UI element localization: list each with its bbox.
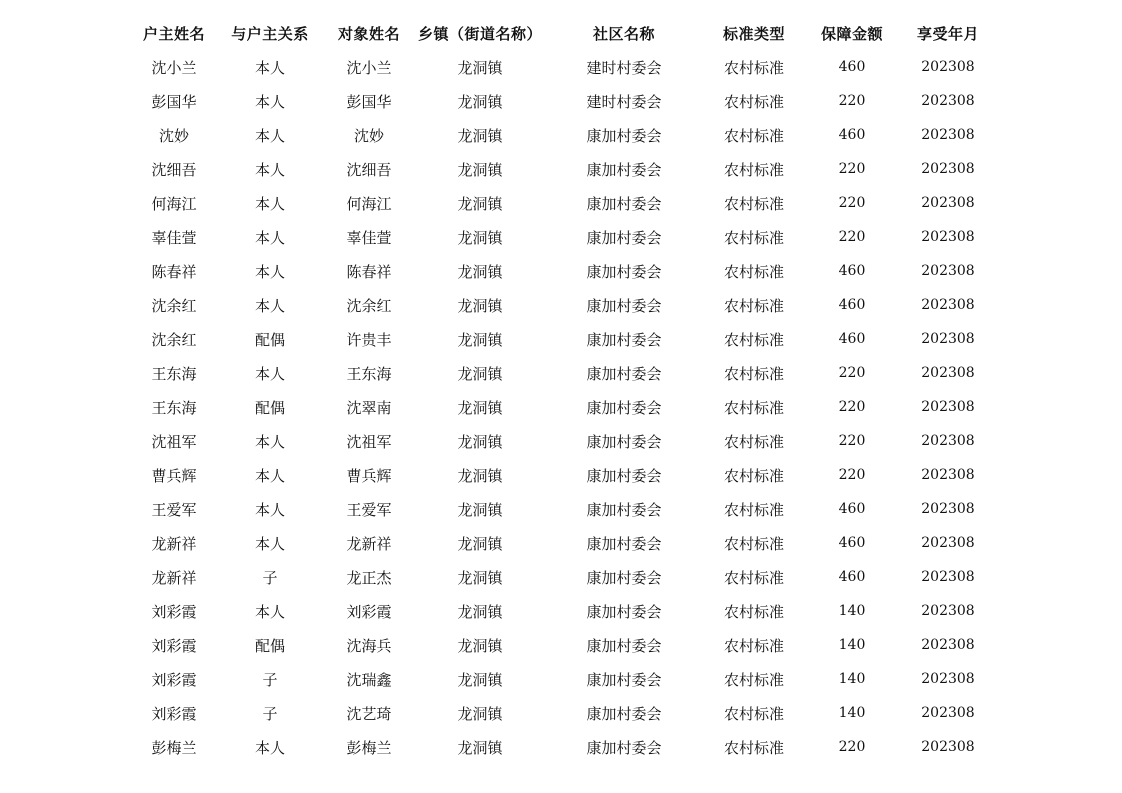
cell-recipient-name: 沈艺琦 xyxy=(346,704,392,723)
cell-household-head-name: 王东海 xyxy=(151,364,197,383)
cell-benefit-amount: 140 xyxy=(838,603,866,619)
table-row xyxy=(130,730,996,764)
cell-standard-type: 农村标准 xyxy=(723,568,784,587)
cell-benefit-month: 202308 xyxy=(921,59,975,75)
cell-relation-to-head: 本人 xyxy=(254,602,285,621)
column-header-community-name: 社区名称 xyxy=(592,25,655,43)
cell-benefit-amount: 460 xyxy=(838,59,866,75)
cell-community-name: 康加村委会 xyxy=(586,534,662,553)
cell-household-head-name: 沈细吾 xyxy=(151,160,197,179)
cell-benefit-amount: 140 xyxy=(838,637,866,653)
table-row xyxy=(130,628,996,662)
cell-township: 龙洞镇 xyxy=(457,670,503,689)
cell-benefit-month: 202308 xyxy=(921,263,975,279)
cell-benefit-amount: 220 xyxy=(838,365,866,381)
table-row xyxy=(130,356,996,390)
cell-recipient-name: 辜佳萱 xyxy=(346,228,392,247)
cell-relation-to-head: 配偶 xyxy=(254,330,285,349)
table-row xyxy=(130,186,996,220)
cell-household-head-name: 刘彩霞 xyxy=(151,670,197,689)
cell-benefit-amount: 220 xyxy=(838,433,866,449)
cell-standard-type: 农村标准 xyxy=(723,160,784,179)
cell-benefit-amount: 460 xyxy=(838,127,866,143)
table-row xyxy=(130,560,996,594)
cell-township: 龙洞镇 xyxy=(457,500,503,519)
cell-benefit-amount: 140 xyxy=(838,671,866,687)
cell-standard-type: 农村标准 xyxy=(723,738,784,757)
cell-household-head-name: 刘彩霞 xyxy=(151,602,197,621)
cell-household-head-name: 王东海 xyxy=(151,398,197,417)
cell-household-head-name: 曹兵辉 xyxy=(151,466,197,485)
cell-benefit-amount: 220 xyxy=(838,739,866,755)
cell-community-name: 康加村委会 xyxy=(586,296,662,315)
cell-township: 龙洞镇 xyxy=(457,228,503,247)
cell-relation-to-head: 本人 xyxy=(254,296,285,315)
cell-standard-type: 农村标准 xyxy=(723,364,784,383)
cell-recipient-name: 彭梅兰 xyxy=(346,738,392,757)
table-row xyxy=(130,458,996,492)
cell-household-head-name: 陈春祥 xyxy=(151,262,197,281)
cell-recipient-name: 沈祖军 xyxy=(346,432,392,451)
cell-benefit-month: 202308 xyxy=(921,365,975,381)
column-header-recipient-name: 对象姓名 xyxy=(337,25,400,43)
cell-relation-to-head: 本人 xyxy=(254,228,285,247)
table-row xyxy=(130,50,996,84)
column-header-household-head-name: 户主姓名 xyxy=(142,25,205,43)
cell-standard-type: 农村标准 xyxy=(723,466,784,485)
cell-benefit-month: 202308 xyxy=(921,467,975,483)
cell-standard-type: 农村标准 xyxy=(723,58,784,77)
cell-standard-type: 农村标准 xyxy=(723,228,784,247)
cell-standard-type: 农村标准 xyxy=(723,602,784,621)
cell-benefit-amount: 220 xyxy=(838,399,866,415)
cell-household-head-name: 沈余红 xyxy=(151,296,197,315)
cell-township: 龙洞镇 xyxy=(457,58,503,77)
cell-benefit-month: 202308 xyxy=(921,433,975,449)
column-header-benefit-amount: 保障金额 xyxy=(820,25,883,43)
cell-community-name: 康加村委会 xyxy=(586,398,662,417)
cell-community-name: 康加村委会 xyxy=(586,432,662,451)
table-row xyxy=(130,662,996,696)
column-header-standard-type: 标准类型 xyxy=(722,25,785,43)
cell-community-name: 康加村委会 xyxy=(586,126,662,145)
cell-township: 龙洞镇 xyxy=(457,364,503,383)
cell-relation-to-head: 本人 xyxy=(254,58,285,77)
table-body xyxy=(130,50,996,764)
cell-benefit-month: 202308 xyxy=(921,671,975,687)
cell-standard-type: 农村标准 xyxy=(723,704,784,723)
cell-relation-to-head: 本人 xyxy=(254,160,285,179)
cell-recipient-name: 彭国华 xyxy=(346,92,392,111)
cell-benefit-month: 202308 xyxy=(921,569,975,585)
cell-community-name: 康加村委会 xyxy=(586,160,662,179)
cell-household-head-name: 何海江 xyxy=(151,194,197,213)
cell-relation-to-head: 本人 xyxy=(254,432,285,451)
cell-relation-to-head: 本人 xyxy=(254,364,285,383)
cell-benefit-month: 202308 xyxy=(921,229,975,245)
cell-relation-to-head: 本人 xyxy=(254,466,285,485)
cell-recipient-name: 刘彩霞 xyxy=(346,602,392,621)
cell-recipient-name: 许贵丰 xyxy=(346,330,392,349)
cell-township: 龙洞镇 xyxy=(457,398,503,417)
cell-standard-type: 农村标准 xyxy=(723,126,784,145)
cell-township: 龙洞镇 xyxy=(457,568,503,587)
table-row xyxy=(130,84,996,118)
cell-community-name: 康加村委会 xyxy=(586,738,662,757)
cell-relation-to-head: 子 xyxy=(262,704,278,723)
cell-township: 龙洞镇 xyxy=(457,194,503,213)
cell-standard-type: 农村标准 xyxy=(723,398,784,417)
cell-household-head-name: 刘彩霞 xyxy=(151,636,197,655)
cell-household-head-name: 沈小兰 xyxy=(151,58,197,77)
cell-relation-to-head: 配偶 xyxy=(254,636,285,655)
cell-community-name: 康加村委会 xyxy=(586,364,662,383)
cell-township: 龙洞镇 xyxy=(457,262,503,281)
cell-household-head-name: 辜佳萱 xyxy=(151,228,197,247)
cell-community-name: 康加村委会 xyxy=(586,330,662,349)
cell-benefit-amount: 220 xyxy=(838,229,866,245)
cell-household-head-name: 王爱军 xyxy=(151,500,197,519)
cell-benefit-month: 202308 xyxy=(921,195,975,211)
cell-recipient-name: 沈细吾 xyxy=(346,160,392,179)
cell-household-head-name: 刘彩霞 xyxy=(151,704,197,723)
cell-township: 龙洞镇 xyxy=(457,160,503,179)
cell-benefit-month: 202308 xyxy=(921,93,975,109)
cell-recipient-name: 龙正杰 xyxy=(346,568,392,587)
cell-community-name: 康加村委会 xyxy=(586,670,662,689)
cell-recipient-name: 龙新祥 xyxy=(346,534,392,553)
cell-township: 龙洞镇 xyxy=(457,126,503,145)
cell-benefit-amount: 220 xyxy=(838,195,866,211)
cell-relation-to-head: 本人 xyxy=(254,92,285,111)
cell-benefit-month: 202308 xyxy=(921,331,975,347)
cell-township: 龙洞镇 xyxy=(457,432,503,451)
cell-household-head-name: 沈祖军 xyxy=(151,432,197,451)
cell-township: 龙洞镇 xyxy=(457,466,503,485)
table-row xyxy=(130,424,996,458)
cell-township: 龙洞镇 xyxy=(457,534,503,553)
header-row xyxy=(130,17,996,50)
cell-relation-to-head: 子 xyxy=(262,568,278,587)
cell-recipient-name: 沈瑞鑫 xyxy=(346,670,392,689)
cell-relation-to-head: 子 xyxy=(262,670,278,689)
cell-recipient-name: 何海江 xyxy=(346,194,392,213)
cell-household-head-name: 沈妙 xyxy=(158,126,189,145)
cell-benefit-amount: 220 xyxy=(838,93,866,109)
cell-benefit-month: 202308 xyxy=(921,127,975,143)
cell-community-name: 建时村委会 xyxy=(586,58,662,77)
cell-benefit-amount: 460 xyxy=(838,569,866,585)
cell-township: 龙洞镇 xyxy=(457,296,503,315)
cell-community-name: 康加村委会 xyxy=(586,466,662,485)
cell-standard-type: 农村标准 xyxy=(723,500,784,519)
cell-community-name: 康加村委会 xyxy=(586,194,662,213)
cell-benefit-amount: 460 xyxy=(838,297,866,313)
cell-township: 龙洞镇 xyxy=(457,704,503,723)
cell-benefit-month: 202308 xyxy=(921,739,975,755)
cell-benefit-month: 202308 xyxy=(921,297,975,313)
table-row xyxy=(130,594,996,628)
cell-township: 龙洞镇 xyxy=(457,330,503,349)
table-row xyxy=(130,254,996,288)
column-header-benefit-month: 享受年月 xyxy=(916,25,979,43)
cell-community-name: 康加村委会 xyxy=(586,262,662,281)
cell-standard-type: 农村标准 xyxy=(723,92,784,111)
cell-benefit-amount: 140 xyxy=(838,705,866,721)
cell-relation-to-head: 本人 xyxy=(254,194,285,213)
table-row xyxy=(130,288,996,322)
cell-benefit-amount: 460 xyxy=(838,535,866,551)
cell-community-name: 康加村委会 xyxy=(586,228,662,247)
cell-benefit-month: 202308 xyxy=(921,399,975,415)
cell-household-head-name: 彭国华 xyxy=(151,92,197,111)
cell-standard-type: 农村标准 xyxy=(723,262,784,281)
cell-relation-to-head: 配偶 xyxy=(254,398,285,417)
table-row xyxy=(130,390,996,424)
cell-standard-type: 农村标准 xyxy=(723,432,784,451)
cell-recipient-name: 沈海兵 xyxy=(346,636,392,655)
cell-benefit-month: 202308 xyxy=(921,535,975,551)
cell-benefit-amount: 460 xyxy=(838,331,866,347)
cell-household-head-name: 沈余红 xyxy=(151,330,197,349)
cell-community-name: 建时村委会 xyxy=(586,92,662,111)
cell-relation-to-head: 本人 xyxy=(254,500,285,519)
cell-recipient-name: 曹兵辉 xyxy=(346,466,392,485)
cell-benefit-amount: 220 xyxy=(838,467,866,483)
cell-recipient-name: 沈妙 xyxy=(353,126,384,145)
cell-relation-to-head: 本人 xyxy=(254,262,285,281)
column-header-relation-to-head: 与户主关系 xyxy=(231,25,309,43)
column-header-township: 乡镇（街道名称） xyxy=(417,25,542,43)
cell-recipient-name: 沈余红 xyxy=(346,296,392,315)
cell-community-name: 康加村委会 xyxy=(586,636,662,655)
cell-recipient-name: 沈小兰 xyxy=(346,58,392,77)
cell-standard-type: 农村标准 xyxy=(723,534,784,553)
cell-recipient-name: 王爱军 xyxy=(346,500,392,519)
cell-standard-type: 农村标准 xyxy=(723,670,784,689)
table-row xyxy=(130,492,996,526)
cell-recipient-name: 王东海 xyxy=(346,364,392,383)
cell-standard-type: 农村标准 xyxy=(723,636,784,655)
cell-township: 龙洞镇 xyxy=(457,602,503,621)
cell-standard-type: 农村标准 xyxy=(723,194,784,213)
cell-community-name: 康加村委会 xyxy=(586,568,662,587)
cell-benefit-amount: 460 xyxy=(838,501,866,517)
cell-township: 龙洞镇 xyxy=(457,636,503,655)
benefit-roster-table xyxy=(130,17,996,764)
table-row xyxy=(130,152,996,186)
table-row xyxy=(130,118,996,152)
table-row xyxy=(130,322,996,356)
cell-benefit-amount: 220 xyxy=(838,161,866,177)
cell-household-head-name: 龙新祥 xyxy=(151,534,197,553)
table-row xyxy=(130,696,996,730)
cell-benefit-month: 202308 xyxy=(921,501,975,517)
cell-township: 龙洞镇 xyxy=(457,738,503,757)
cell-household-head-name: 龙新祥 xyxy=(151,568,197,587)
cell-community-name: 康加村委会 xyxy=(586,704,662,723)
cell-benefit-month: 202308 xyxy=(921,705,975,721)
cell-benefit-amount: 460 xyxy=(838,263,866,279)
cell-standard-type: 农村标准 xyxy=(723,330,784,349)
cell-township: 龙洞镇 xyxy=(457,92,503,111)
table-row xyxy=(130,220,996,254)
cell-benefit-month: 202308 xyxy=(921,603,975,619)
cell-relation-to-head: 本人 xyxy=(254,126,285,145)
cell-standard-type: 农村标准 xyxy=(723,296,784,315)
cell-benefit-month: 202308 xyxy=(921,161,975,177)
cell-community-name: 康加村委会 xyxy=(586,500,662,519)
table-row xyxy=(130,526,996,560)
cell-recipient-name: 沈翠南 xyxy=(346,398,392,417)
cell-benefit-month: 202308 xyxy=(921,637,975,653)
cell-recipient-name: 陈春祥 xyxy=(346,262,392,281)
cell-relation-to-head: 本人 xyxy=(254,738,285,757)
cell-household-head-name: 彭梅兰 xyxy=(151,738,197,757)
cell-community-name: 康加村委会 xyxy=(586,602,662,621)
cell-relation-to-head: 本人 xyxy=(254,534,285,553)
